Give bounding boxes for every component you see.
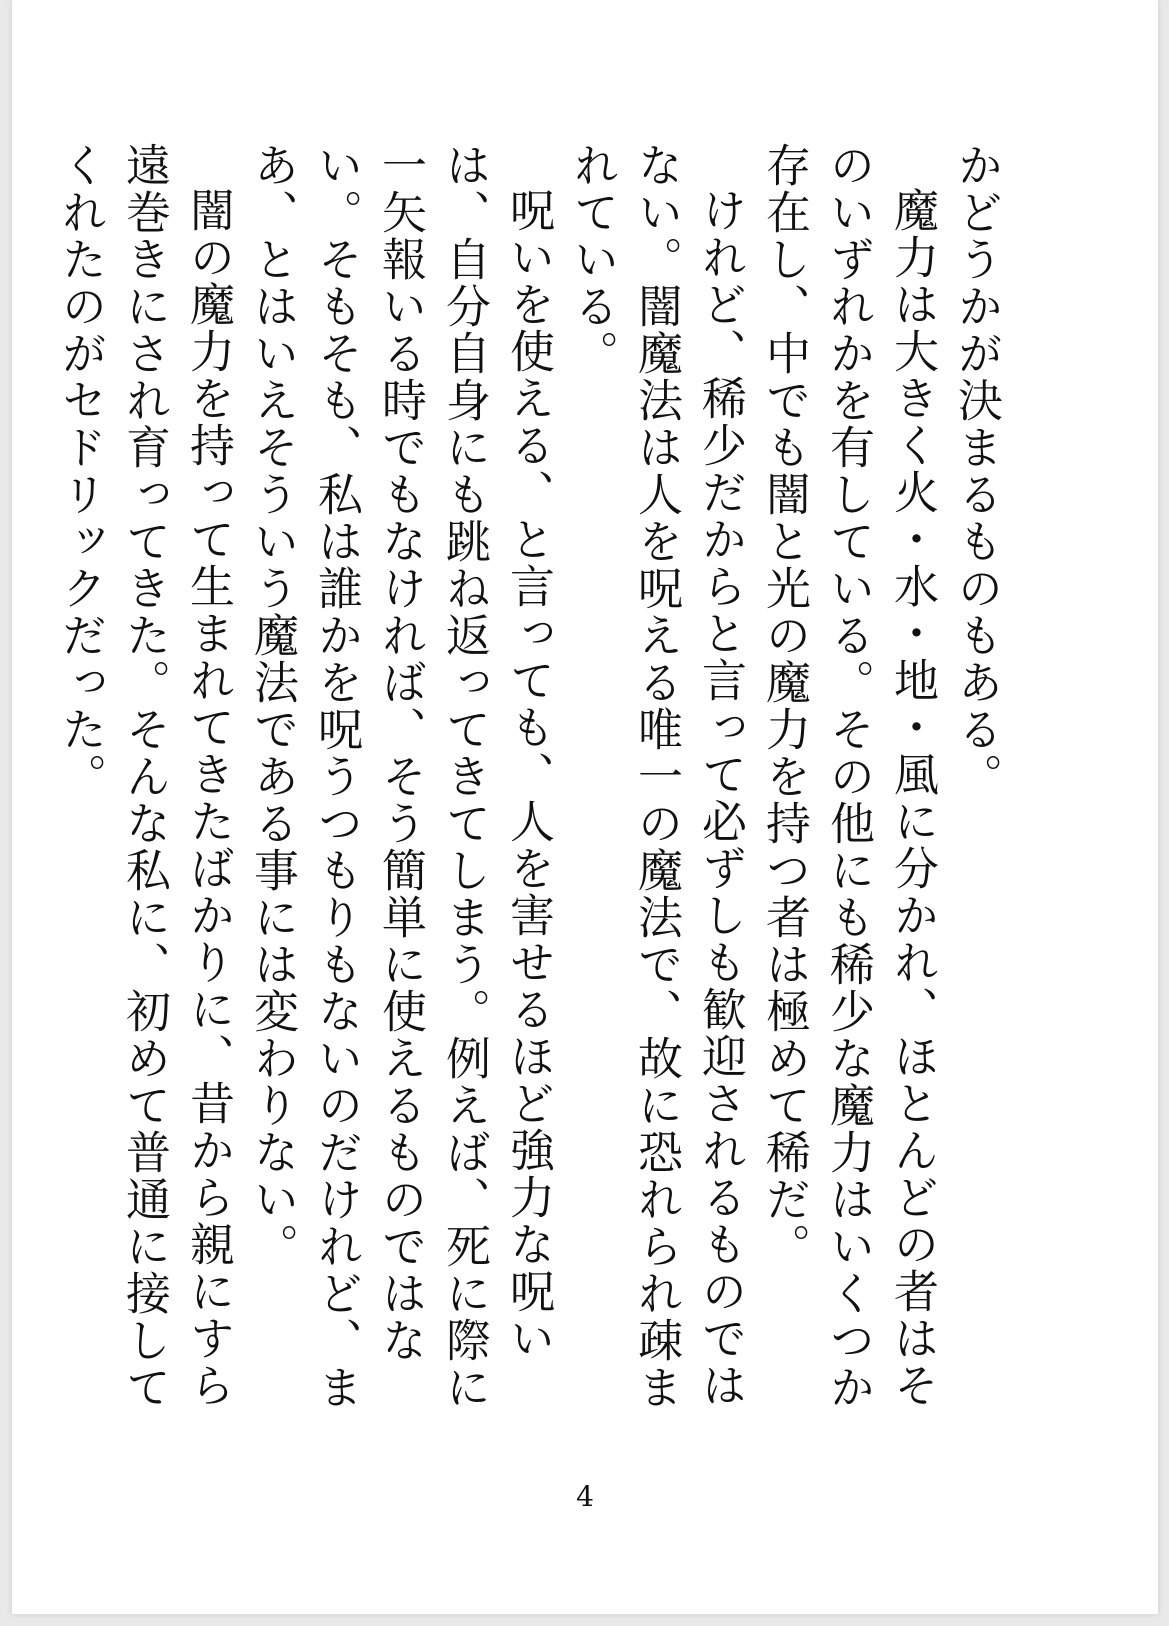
vertical-text-body [54, 142, 1008, 1432]
paragraph: 魔力は大きく火・水・地・風に分かれ、ほとんどの者はそのいずれかを有している。その他にも稀少な魔力はいくつか存在し、中でも闇と光の魔力を持つ者は極めて稀だ。 [758, 142, 939, 1411]
document-page [12, 0, 1158, 1614]
paragraph: かどうかが決まるものもある。 [950, 142, 1003, 800]
paragraph: 呪いを使える、と言っても、人を害せるほど強力な呪いは、自分自身にも跳ね返ってきてしまう。例えば、死に際に一矢報いる時でもなければ、そう簡単に使えるものではない。そもそも、私は誰かを呪うつもりもないのだけれど、まあ、とはいえそういう魔法である事には変わりない。 [246, 142, 555, 1411]
paragraph: 闇の魔力を持って生まれてきたばかりに、昔から親にすら遠巻きにされ育ってきた。そんな私に、初めて普通に接してくれたのがセドリックだった。 [54, 142, 235, 1411]
paragraph: けれど、稀少だからと言って必ずしも歓迎されるものではない。闇魔法は人を呪える唯一の魔法で、故に恐れられ疎まれている。 [566, 142, 747, 1411]
page-number: 4 [576, 1480, 594, 1513]
